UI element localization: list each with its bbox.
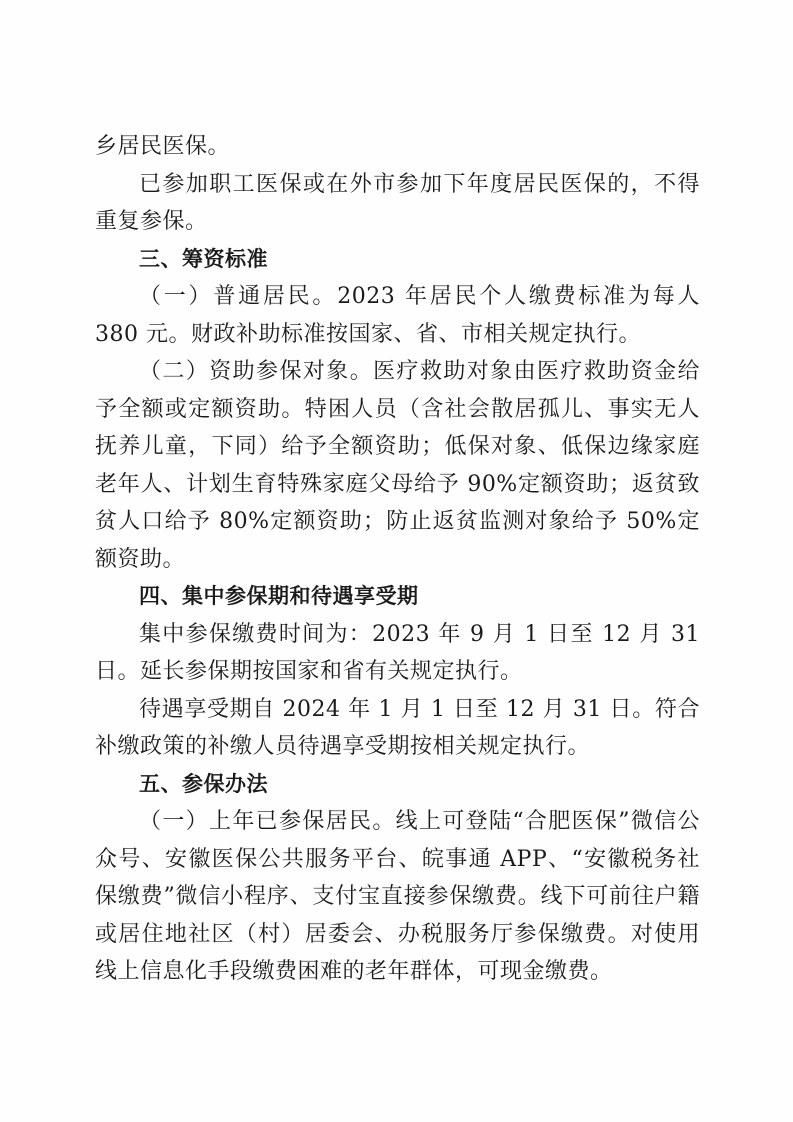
document-body	[95, 128, 700, 991]
section-heading-periods: 四、集中参保期和待遇享受期	[139, 584, 419, 608]
section-heading-methods: 五、参保办法	[139, 771, 268, 796]
paragraph-duplicate-enrollment: 已参加职工医保或在外市参加下年度居民医保的，不得重复参保。	[95, 171, 700, 234]
section-heading-funding: 三、筹资标准	[139, 246, 268, 271]
paragraph-regular-residents: （一）普通居民。2023 年居民个人缴费标准为每人 380 元。财政补助标准按国家、省、市相关规定执行。	[95, 284, 700, 347]
paragraph-returning-residents: （一）上年已参保居民。线上可登陆“合肥医保”微信公众号、安徽医保公共服务平台、皖事通 APP、“安徽税务社保缴费”微信小程序、支付宝直接参保缴费。线下可前往户籍或居住地社区（村）居委会、办税服务厅参保缴费。对使用线上信息化手段缴费困难的老年群体，可现金缴费。	[95, 809, 700, 984]
paragraph-benefit-period: 待遇享受期自 2024 年 1 月 1 日至 12 月 31 日。符合补缴政策的补缴人员待遇享受期按相关规定执行。	[95, 696, 700, 759]
paragraph-enrollment-period: 集中参保缴费时间为：2023 年 9 月 1 日至 12 月 31 日。延长参保期按国家和省有关规定执行。	[95, 621, 700, 684]
paragraph-continuation: 乡居民医保。	[95, 134, 231, 159]
paragraph-subsidized-enrollees: （二）资助参保对象。医疗救助对象由医疗救助资金给予全额或定额资助。特困人员（含社会散居孤儿、事实无人抚养儿童，下同）给予全额资助；低保对象、低保边缘家庭老年人、计划生育特殊家庭父母给予 90%定额资助；返贫致贫人口给予 80%定额资助；防止返贫监测对象给予 50%定额资助。	[95, 359, 700, 572]
